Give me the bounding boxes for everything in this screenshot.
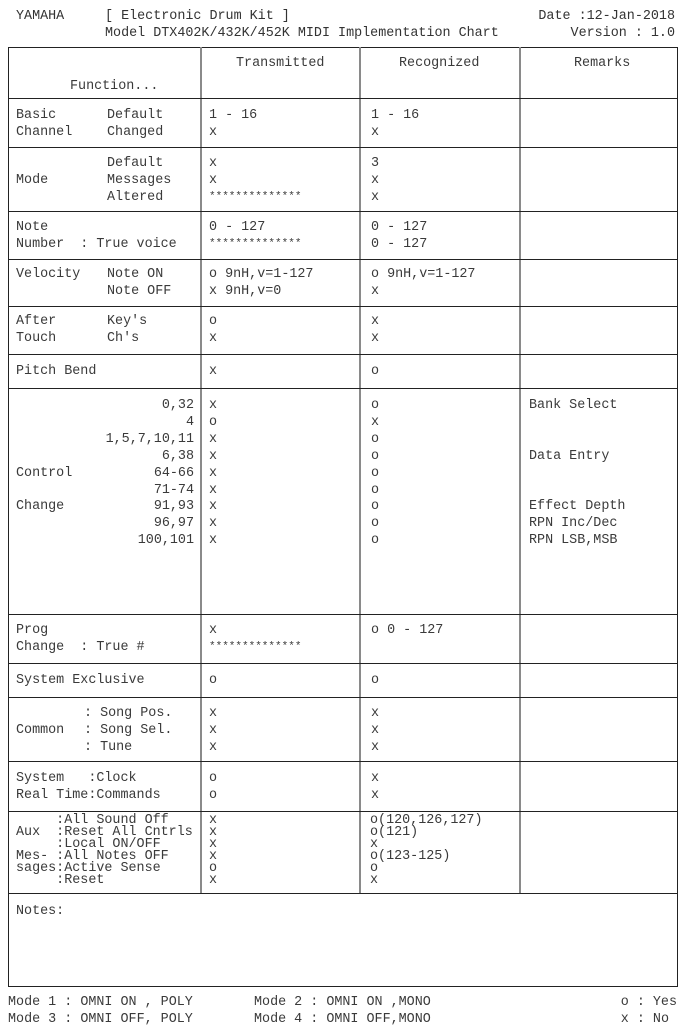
remark: Effect Depth (529, 499, 626, 514)
row-divider (8, 354, 678, 355)
rx-value: o (371, 533, 380, 548)
rx-value: o 9nH,v=1-127 (371, 267, 476, 282)
tx-value: x (209, 837, 218, 852)
cc-number: 64-66 (153, 466, 194, 481)
rx-value: x (371, 190, 380, 205)
row-divider (8, 211, 678, 212)
header-function: Function... (70, 79, 159, 94)
row-label: :Reset (16, 873, 105, 888)
rx-value: x (371, 723, 380, 738)
rx-value: x (371, 415, 380, 430)
row-label: Change (16, 499, 65, 514)
rx-value: o (371, 483, 380, 498)
tx-value: o (209, 673, 218, 688)
yes-legend: o : Yes (620, 995, 677, 1010)
rx-value: x (371, 284, 380, 299)
remark: RPN LSB,MSB (529, 533, 618, 548)
tx-value: 0 - 127 (209, 220, 266, 235)
row-divider (8, 388, 678, 389)
cc-number: 100,101 (137, 533, 194, 548)
cc-number: 96,97 (153, 516, 194, 531)
rx-value: o (371, 449, 380, 464)
tx-value: x (209, 516, 218, 531)
tx-value: o (209, 314, 218, 329)
mode-4-legend: Mode 4 : OMNI OFF,MONO (254, 1012, 431, 1027)
row-label: Note (16, 220, 49, 235)
row-sublabel: Ch's (107, 331, 140, 346)
category-label: [ Electronic Drum Kit ] (105, 9, 290, 24)
tx-value: x (209, 623, 218, 638)
tx-value: x (209, 125, 218, 140)
row-label: System :Clock (16, 771, 137, 786)
tx-value: x (209, 873, 218, 888)
rx-value: o (371, 364, 380, 379)
row-label: Control (16, 466, 73, 481)
tx-value: o 9nH,v=1-127 (209, 267, 314, 282)
rx-value: x (371, 314, 380, 329)
rx-value: o (371, 432, 380, 447)
notes-label: Notes: (16, 904, 65, 919)
tx-value: x (209, 466, 218, 481)
header-transmitted: Transmitted (236, 56, 325, 71)
rx-value: 3 (371, 156, 380, 171)
no-legend: x : No (620, 1012, 669, 1027)
column-divider-1 (200, 47, 202, 893)
rx-value: x (371, 125, 380, 140)
row-sublabel: : Song Sel. (84, 723, 173, 738)
tx-value: x 9nH,v=0 (209, 284, 282, 299)
row-sublabel: : Song Pos. (84, 706, 173, 721)
row-divider (8, 259, 678, 260)
date-label: Date :12-Jan-2018 (538, 9, 675, 24)
row-label: Prog (16, 623, 49, 638)
row-label: System Exclusive (16, 673, 145, 688)
row-sublabel: : Tune (84, 740, 133, 755)
row-divider (8, 761, 678, 762)
rx-value: o(123-125) (370, 849, 451, 864)
remark: Data Entry (529, 449, 610, 464)
tx-value: x (209, 849, 218, 864)
tx-value: x (209, 331, 218, 346)
row-label: :Local ON/OFF (16, 837, 161, 852)
row-label: After (16, 314, 57, 329)
tx-value: x (209, 499, 218, 514)
remark: RPN Inc/Dec (529, 516, 618, 531)
mode-2-legend: Mode 2 : OMNI ON ,MONO (254, 995, 431, 1010)
tx-value: ************** (209, 191, 302, 203)
mode-3-legend: Mode 3 : OMNI OFF, POLY (8, 1012, 193, 1027)
model-title: Model DTX402K/432K/452K MIDI Implementation Chart (105, 26, 499, 41)
tx-value: x (209, 156, 218, 171)
rx-value: o (371, 499, 380, 514)
cc-number: 4 (185, 415, 194, 430)
rx-value: x (371, 706, 380, 721)
row-label: Touch (16, 331, 57, 346)
row-divider (8, 147, 678, 148)
row-label: Pitch Bend (16, 364, 97, 379)
rx-value: 0 - 127 (371, 237, 428, 252)
row-divider (8, 98, 678, 99)
row-label: Mode (16, 173, 49, 188)
rx-value: o (370, 861, 379, 876)
rx-value: 0 - 127 (371, 220, 428, 235)
tx-value: x (209, 813, 218, 828)
row-label: Common (16, 723, 65, 738)
rx-value: o (371, 466, 380, 481)
tx-value: x (209, 723, 218, 738)
column-divider-3 (519, 47, 521, 893)
row-divider (8, 697, 678, 698)
rx-value: x (371, 788, 380, 803)
row-label: Velocity (16, 267, 81, 282)
rx-value: o (371, 516, 380, 531)
mode-1-legend: Mode 1 : OMNI ON , POLY (8, 995, 193, 1010)
row-label: :All Sound Off (16, 813, 169, 828)
rx-value: x (371, 331, 380, 346)
rx-value: o (371, 398, 380, 413)
tx-value: x (209, 706, 218, 721)
row-sublabel: Key's (107, 314, 148, 329)
rx-value: o 0 - 127 (371, 623, 444, 638)
rx-value: 1 - 16 (371, 108, 420, 123)
row-divider (8, 663, 678, 664)
tx-value: 1 - 16 (209, 108, 258, 123)
tx-value: o (209, 771, 218, 786)
row-sublabel: Messages (107, 173, 172, 188)
row-divider (8, 811, 678, 812)
tx-value: x (209, 364, 218, 379)
row-label: Mes- :All Notes OFF (16, 849, 169, 864)
row-label: Change : True # (16, 640, 145, 655)
rx-value: x (371, 771, 380, 786)
tx-value: x (209, 449, 218, 464)
rx-value: x (371, 740, 380, 755)
tx-value: o (209, 788, 218, 803)
row-divider (8, 893, 678, 894)
column-divider-2 (359, 47, 361, 893)
rx-value: o(121) (370, 825, 419, 840)
row-label: Basic (16, 108, 57, 123)
row-sublabel: Altered (107, 190, 164, 205)
row-sublabel: Default (107, 156, 164, 171)
tx-value: x (209, 398, 218, 413)
row-divider (8, 614, 678, 615)
tx-value: x (209, 432, 218, 447)
remark: Bank Select (529, 398, 618, 413)
rx-value: x (370, 837, 379, 852)
tx-value: x (209, 173, 218, 188)
row-sublabel: Default (107, 108, 164, 123)
row-divider (8, 306, 678, 307)
tx-value: ************** (209, 641, 302, 653)
version-label: Version : 1.0 (570, 26, 675, 41)
cc-number: 71-74 (153, 483, 194, 498)
cc-number: 91,93 (153, 499, 194, 514)
rx-value: o(120,126,127) (370, 813, 483, 828)
cc-number: 0,32 (161, 398, 194, 413)
row-sublabel: Note OFF (107, 284, 172, 299)
row-label: Channel (16, 125, 73, 140)
tx-value: o (209, 861, 218, 876)
rx-value: x (371, 173, 380, 188)
rx-value: x (370, 873, 379, 888)
tx-value: x (209, 483, 218, 498)
tx-value: o (209, 415, 218, 430)
header-recognized: Recognized (399, 56, 480, 71)
rx-value: o (371, 673, 380, 688)
tx-value: ************** (209, 238, 302, 250)
row-label: Aux :Reset All Cntrls (16, 825, 193, 840)
row-label: sages:Active Sense (16, 861, 161, 876)
header-remarks: Remarks (574, 56, 631, 71)
tx-value: x (209, 740, 218, 755)
row-sublabel: Changed (107, 125, 164, 140)
tx-value: x (209, 825, 218, 840)
cc-number: 1,5,7,10,11 (105, 432, 194, 447)
row-sublabel: Note ON (107, 267, 164, 282)
tx-value: x (209, 533, 218, 548)
row-label: Number : True voice (16, 237, 177, 252)
row-label: Real Time:Commands (16, 788, 161, 803)
cc-number: 6,38 (161, 449, 194, 464)
maker-label: YAMAHA (16, 9, 65, 24)
